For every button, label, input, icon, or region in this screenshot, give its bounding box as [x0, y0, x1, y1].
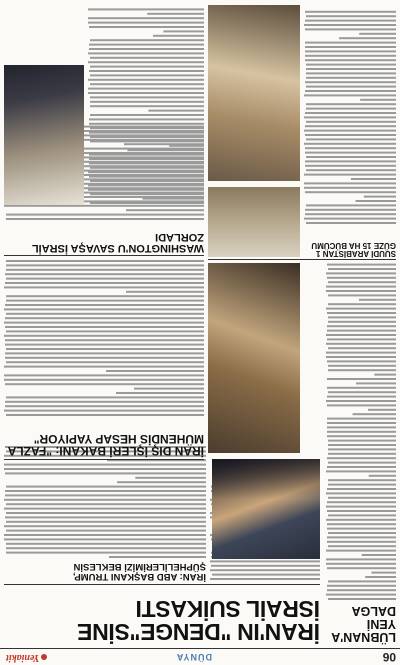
washington-body-block: [88, 5, 204, 205]
text-line: [6, 542, 206, 544]
story-war: [4, 433, 204, 457]
text-line: [6, 396, 204, 398]
text-line: [369, 475, 396, 477]
divider-rule: [208, 259, 396, 260]
text-line: [327, 422, 396, 424]
text-line: [327, 589, 396, 591]
text-line: [327, 395, 396, 397]
text-line: [89, 158, 204, 160]
text-line: [147, 13, 204, 15]
text-line: [90, 202, 204, 204]
text-line: [88, 184, 204, 186]
text-line: [90, 83, 204, 85]
text-line: [305, 81, 396, 83]
text-line: [305, 152, 396, 154]
text-line: [305, 125, 396, 127]
text-line: [306, 222, 396, 224]
text-line: [6, 520, 206, 522]
text-line: [327, 523, 396, 525]
text-line: [328, 461, 396, 463]
text-line: [327, 426, 396, 428]
text-line: [6, 278, 204, 280]
text-line: [6, 503, 206, 505]
text-line: [360, 99, 396, 101]
text-line: [89, 48, 204, 50]
text-line: [304, 130, 396, 132]
text-line: [6, 551, 206, 553]
photo-soldiers: [208, 263, 300, 453]
text-line: [351, 178, 396, 180]
text-line: [88, 171, 204, 173]
text-line: [89, 162, 204, 164]
text-line: [356, 382, 396, 384]
text-line: [90, 136, 204, 138]
text-line: [6, 485, 206, 487]
text-line: [89, 132, 204, 134]
brand-logo: [6, 652, 47, 663]
text-line: [365, 576, 396, 578]
text-line: [368, 409, 396, 411]
text-line: [5, 357, 204, 359]
text-line: [4, 366, 204, 368]
photo-gathering: [208, 187, 300, 257]
text-line: [88, 52, 204, 54]
text-line: [90, 39, 204, 41]
text-line: [306, 156, 396, 158]
text-line: [305, 112, 396, 114]
text-line: [327, 312, 396, 314]
text-line: [326, 563, 396, 565]
washington-headline: WASHINGTON'U SAVAŞA İSRAİL ZORLADI: [32, 230, 204, 254]
text-line: [305, 160, 396, 162]
saudi-body-text: [304, 5, 396, 225]
text-line: [328, 439, 396, 441]
text-line: [90, 57, 204, 59]
text-line: [4, 374, 204, 376]
text-line: [328, 532, 396, 534]
text-line: [304, 143, 396, 145]
text-line: [88, 79, 204, 81]
text-line: [326, 343, 396, 345]
text-line: [327, 360, 396, 362]
text-line: [306, 121, 396, 123]
story-saudi: [304, 241, 396, 257]
text-line: [4, 498, 206, 500]
story-washington: [4, 231, 204, 253]
text-line: [126, 209, 204, 211]
text-line: [328, 545, 396, 547]
text-line: [306, 77, 396, 79]
text-line: [90, 101, 204, 103]
text-line: [306, 169, 396, 171]
text-line: [326, 593, 396, 595]
iran-headline: İRAN'IN "DENGE"SİNE İSRAİL SUİKASTI: [77, 595, 320, 645]
text-line: [328, 448, 396, 450]
text-line: [306, 68, 396, 70]
text-line: [153, 35, 204, 37]
text-line: [327, 536, 396, 538]
text-line: [126, 291, 204, 293]
text-line: [305, 191, 396, 193]
text-line: [90, 74, 204, 76]
text-line: [328, 497, 396, 499]
text-line: [327, 466, 396, 468]
text-line: [305, 147, 396, 149]
washington-body-text: [88, 5, 204, 205]
text-line: [117, 481, 206, 483]
text-line: [305, 134, 396, 136]
text-line: [5, 405, 204, 407]
text-line: [327, 457, 396, 459]
text-line: [304, 94, 396, 96]
text-line: [116, 392, 204, 394]
text-line: [6, 348, 204, 350]
text-line: [89, 176, 204, 178]
iran-body-block: [4, 463, 206, 581]
text-line: [305, 11, 396, 13]
text-line: [306, 204, 396, 206]
text-line: [328, 479, 396, 481]
text-line: [4, 538, 206, 540]
text-line: [328, 483, 396, 485]
war-body-block: [4, 257, 204, 417]
text-line: [326, 351, 396, 353]
text-line: [89, 26, 204, 28]
photo-trump: [212, 459, 320, 559]
text-line: [89, 44, 204, 46]
text-line: [5, 494, 206, 496]
text-line: [89, 118, 204, 120]
text-line: [327, 387, 396, 389]
war-headline: İRAN DIŞ İŞLERİ BAKANI: "FAZLA MÜHENDİS HESAP YAPIYOR": [8, 431, 204, 458]
text-line: [212, 574, 320, 576]
text-line: [210, 560, 320, 562]
text-line: [327, 431, 396, 433]
text-line: [6, 260, 204, 262]
text-line-texture: [88, 5, 204, 205]
text-line: [6, 295, 204, 297]
text-line: [327, 488, 396, 490]
text-line: [6, 218, 204, 220]
text-line: [305, 55, 396, 57]
text-line: [4, 286, 204, 288]
text-line: [210, 569, 320, 571]
text-line: [339, 37, 396, 39]
text-line: [88, 61, 204, 63]
text-line: [327, 435, 396, 437]
text-line: [328, 391, 396, 393]
text-line: [5, 472, 206, 474]
text-line: [5, 383, 204, 385]
text-line: [326, 307, 396, 309]
text-line: [5, 273, 204, 275]
text-line: [143, 198, 204, 200]
text-line: [328, 268, 396, 270]
text-line: [327, 567, 396, 569]
text-line: [306, 108, 396, 110]
text-line: [356, 200, 396, 202]
masthead: [0, 648, 400, 665]
text-line: [4, 410, 204, 412]
text-line: [328, 580, 396, 582]
text-line: [4, 463, 206, 465]
text-line: [304, 116, 396, 118]
text-line: [305, 42, 396, 44]
text-line: [4, 308, 204, 310]
text-line: [328, 598, 396, 600]
brand-dot-icon: [41, 654, 47, 660]
text-line: [5, 339, 204, 341]
photo-crowd: [208, 5, 300, 181]
text-line: [5, 317, 204, 319]
text-line: [326, 492, 396, 494]
text-line: [305, 59, 396, 61]
text-line: [6, 547, 206, 549]
story-lebanon: [326, 263, 396, 643]
text-line: [372, 571, 397, 573]
text-line: [6, 361, 204, 363]
text-line: [305, 209, 396, 211]
text-line: [6, 300, 204, 302]
text-line: [359, 299, 396, 301]
text-line: [134, 388, 204, 390]
page-number: 06: [382, 650, 396, 664]
text-line: [353, 413, 396, 415]
text-line-texture: [4, 257, 204, 417]
photo-official: [4, 65, 84, 205]
text-line: [306, 64, 396, 66]
story-iran: [4, 596, 320, 643]
text-line: [6, 330, 204, 332]
text-line: [328, 369, 396, 371]
text-line: [328, 294, 396, 296]
text-line: [6, 512, 206, 514]
text-line: [305, 213, 396, 215]
text-line: [304, 174, 396, 176]
text-line: [305, 90, 396, 92]
text-line: [88, 189, 204, 191]
text-line: [106, 370, 204, 372]
text-line: [4, 322, 204, 324]
text-line: [211, 565, 320, 567]
text-line: [327, 417, 396, 419]
text-line: [89, 154, 204, 156]
text-line: [90, 66, 204, 68]
text-line: [374, 373, 396, 375]
text-line: [305, 165, 396, 167]
text-line: [305, 46, 396, 48]
text-line: [328, 453, 396, 455]
text-line: [5, 516, 206, 518]
divider-rule: [4, 459, 204, 460]
text-line: [90, 114, 204, 116]
text-line: [326, 334, 396, 336]
text-line: [4, 468, 206, 470]
text-line: [326, 290, 396, 292]
text-line: [305, 20, 396, 22]
section-name: DÜNYA: [175, 652, 212, 662]
text-line: [328, 303, 396, 305]
text-line: [327, 378, 396, 380]
text-line: [5, 352, 204, 354]
text-line: [327, 527, 396, 529]
text-line: [5, 344, 204, 346]
text-line: [305, 28, 396, 30]
text-line: [326, 272, 396, 274]
text-line: [88, 8, 204, 10]
text-line: [6, 269, 204, 271]
text-line: [148, 110, 204, 112]
text-line: [89, 70, 204, 72]
text-line: [327, 325, 396, 327]
text-line: [328, 514, 396, 516]
text-line: [327, 277, 396, 279]
text-line: [327, 338, 396, 340]
lebanon-headline: LÜBNAN'A YENİ DALGA: [331, 604, 396, 644]
text-line: [4, 525, 206, 527]
text-line: [359, 33, 396, 35]
war-body-text: [4, 257, 204, 417]
text-line: [88, 22, 204, 24]
text-line: [6, 414, 204, 416]
photo-shade: [212, 459, 320, 499]
iran-subheadline: İRAN: ABD BAŞKANI TRUMP, ŞÜPHELİLERİMİZİ BEKLESİN: [73, 561, 206, 582]
text-line: [306, 103, 396, 105]
text-line: [90, 105, 204, 107]
text-line: [4, 335, 204, 337]
text-line: [328, 347, 396, 349]
text-line: [328, 316, 396, 318]
text-line: [5, 304, 204, 306]
text-line: [6, 529, 206, 531]
text-line: [327, 541, 396, 543]
lebanon-body-text: [326, 261, 396, 601]
text-line: [4, 379, 204, 381]
text-line: [326, 470, 396, 472]
text-line: [88, 88, 204, 90]
brand-name: Yeniakit: [6, 652, 40, 663]
text-line: [305, 50, 396, 52]
text-line: [362, 554, 396, 556]
text-line: [210, 578, 320, 580]
text-line: [304, 218, 396, 220]
text-line: [304, 24, 396, 26]
text-line-texture: [326, 261, 396, 601]
text-line: [326, 505, 396, 507]
text-line: [5, 490, 206, 492]
text-line: [326, 558, 396, 560]
text-line: [135, 476, 206, 478]
text-line: [169, 145, 204, 147]
text-line: [304, 187, 396, 189]
text-line: [4, 205, 204, 207]
text-line: [306, 86, 396, 88]
saudi-body-block: [304, 5, 396, 225]
saudi-headline: SUUDİ ARABİSTAN 1 GÜZE 15 HA BÜCÜMU: [311, 240, 396, 258]
text-line: [4, 507, 206, 509]
text-line: [90, 140, 204, 142]
text-line: [5, 282, 204, 284]
text-line: [90, 180, 204, 182]
text-line: [4, 534, 206, 536]
text-line: [326, 519, 396, 521]
text-line: [90, 127, 204, 129]
divider-rule: [4, 255, 204, 256]
text-line: [328, 281, 396, 283]
text-line: [5, 326, 204, 328]
text-line: [90, 96, 204, 98]
text-line: [306, 138, 396, 140]
text-line: [89, 123, 204, 125]
text-line: [328, 321, 396, 323]
text-line: [328, 365, 396, 367]
text-line: [326, 400, 396, 402]
text-line: [327, 404, 396, 406]
text-line: [88, 92, 204, 94]
text-line: [306, 72, 396, 74]
text-line: [163, 30, 204, 32]
text-line: [6, 264, 204, 266]
text-line: [327, 510, 396, 512]
text-line: [304, 182, 396, 184]
text-line: [327, 585, 396, 587]
text-line: [127, 149, 204, 151]
text-line: [6, 214, 204, 216]
text-line: [88, 17, 204, 19]
divider-rule: [4, 584, 320, 585]
text-line: [327, 263, 396, 265]
text-line: [364, 196, 396, 198]
text-line: [326, 549, 396, 551]
text-line: [6, 313, 204, 315]
text-line: [326, 285, 396, 287]
text-line: [327, 501, 396, 503]
text-line: [328, 444, 396, 446]
text-line: [90, 167, 204, 169]
text-line: [109, 556, 206, 558]
text-line-texture: [304, 5, 396, 225]
text-line: [326, 356, 396, 358]
text-line: [5, 401, 204, 403]
text-line: [327, 329, 396, 331]
text-line: [306, 15, 396, 17]
text-line: [90, 193, 204, 195]
